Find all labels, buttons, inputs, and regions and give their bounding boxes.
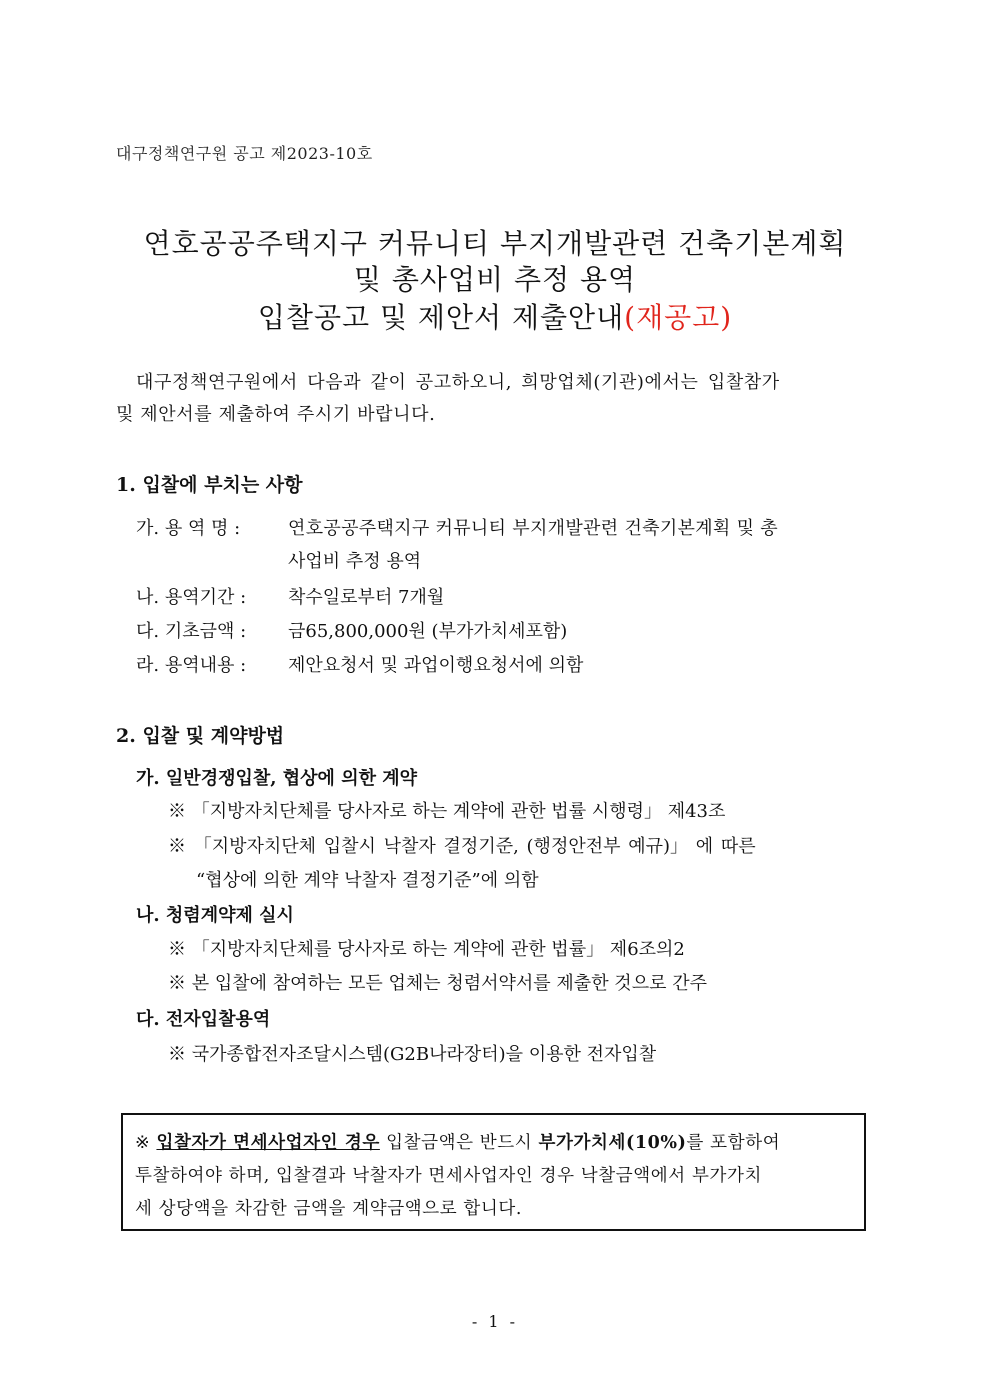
notice-text-2: 를 포함하여	[686, 1133, 781, 1153]
notice-mark: ※	[135, 1133, 151, 1153]
title-line-1: 연호공공주택지구 커뮤니티 부지개발관련 건축기본계획	[143, 227, 847, 260]
integrity-contract-note-1: ※ 「지방자치단체를 당사자로 하는 계약에 관한 법률」 제6조의2	[168, 939, 685, 960]
contract-method-note-1: ※ 「지방자치단체를 당사자로 하는 계약에 관한 법률 시행령」 제43조	[168, 801, 726, 822]
tax-exempt-notice-box	[121, 1113, 866, 1231]
item-service-name-value: 연호공공주택지구 커뮤니티 부지개발관련 건축기본계획 및 총	[288, 518, 778, 539]
notice-line-1	[135, 1127, 852, 1160]
notice-text-1: 입찰금액은 반드시	[386, 1133, 533, 1153]
integrity-contract-note-2: ※ 본 입찰에 참여하는 모든 업체는 청렴서약서를 제출한 것으로 간주	[168, 973, 707, 994]
reannouncement-label: (재공고)	[624, 301, 733, 334]
notice-number: 대구정책연구원 공고 제2023-10호	[116, 144, 373, 163]
intro-line-1: 대구정책연구원에서 다음과 같이 공고하오니, 희망업체(기관)에서는 입찰참가	[136, 372, 780, 393]
notice-line-3: 세 상당액을 차감한 금액을 계약금액으로 합니다.	[135, 1199, 523, 1219]
intro-line-2: 및 제안서를 제출하여 주시기 바랍니다.	[116, 404, 436, 425]
section-2-heading: 2. 입찰 및 계약방법	[116, 725, 285, 747]
notice-underlined-text: 입찰자가 면세사업자인 경우	[156, 1133, 380, 1153]
item-content-label: 라. 용역내용 :	[136, 655, 247, 676]
e-bidding-note-1: ※ 국가종합전자조달시스템(G2B나라장터)을 이용한 전자입찰	[168, 1044, 657, 1065]
title-line-3-text: 입찰공고 및 제안서 제출안내	[257, 301, 625, 334]
section-1-heading: 1. 입찰에 부치는 사항	[116, 474, 303, 496]
page-number: - 1 -	[471, 1312, 519, 1331]
item-content-value: 제안요청서 및 과업이행요청서에 의함	[288, 655, 584, 676]
notice-vat-bold: 부가가치세(10%)	[538, 1133, 687, 1153]
item-base-amount-value: 금65,800,000원 (부가가치세포함)	[288, 621, 568, 642]
title-line-3	[0, 296, 990, 336]
item-service-name-value-cont: 사업비 추정 용역	[288, 551, 422, 572]
item-service-name-label: 가. 용 역 명 :	[136, 518, 241, 539]
title-line-2: 및 총사업비 추정 용역	[353, 263, 637, 296]
contract-method-note-2: ※ 「지방자치단체 입찰시 낙찰자 결정기준, (행정안전부 예규)」 에 따른	[168, 836, 756, 857]
item-period-value: 착수일로부터 7개월	[288, 587, 445, 608]
integrity-contract-label: 나. 청렴계약제 실시	[136, 905, 294, 926]
e-bidding-label: 다. 전자입찰용역	[136, 1009, 271, 1030]
item-period-label: 나. 용역기간 :	[136, 587, 247, 608]
item-base-amount-label: 다. 기초금액 :	[136, 621, 247, 642]
contract-method-note-2-cont: “협상에 의한 계약 낙찰자 결정기준”에 의함	[196, 870, 539, 891]
notice-line-2: 투찰하여야 하며, 입찰결과 낙찰자가 면세사업자인 경우 낙찰금액에서 부가가치	[135, 1166, 762, 1186]
contract-method-label: 가. 일반경쟁입찰, 협상에 의한 계약	[136, 768, 418, 789]
